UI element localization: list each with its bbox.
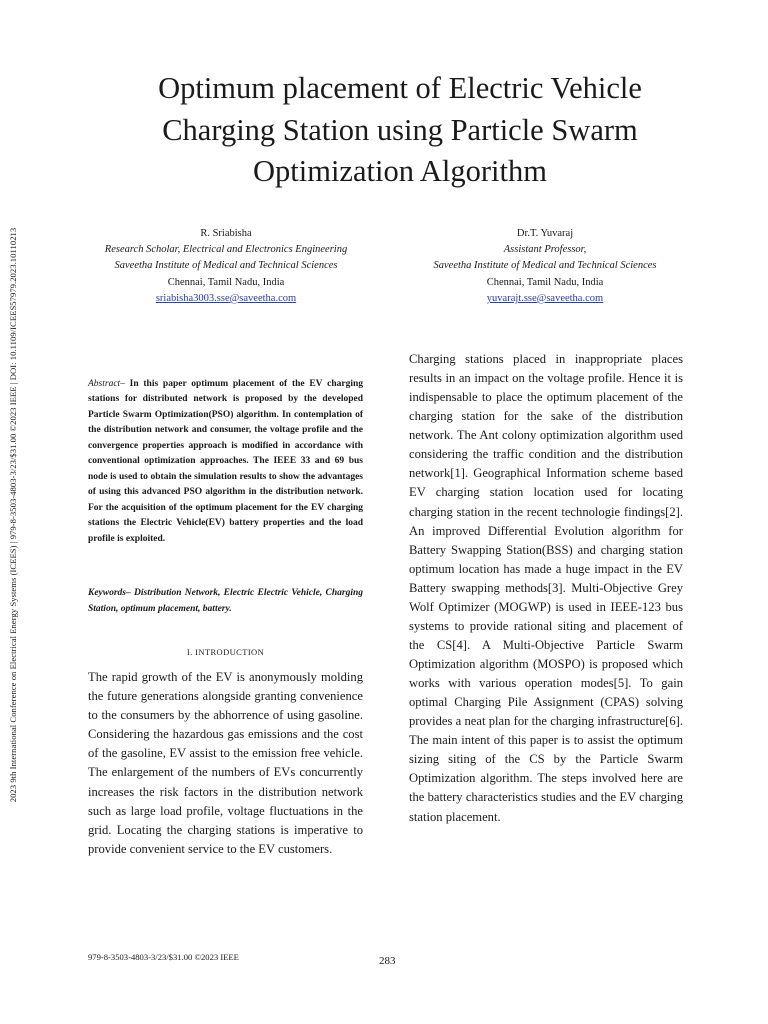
abstract-text: In this paper optimum placement of the EV charging stations for distributed network is proposed by the developed Particle Swarm Optimization(PSO) algorithm. In contemplation of the distribution network and consumer, the voltage profile and the convergence properties approach is modified in accordance with conventional optimization approaches. The IEEE 33 and 69 bus node is used to obtain the simulation results to show the advantages of using this advanced PSO algorithm in the distribution network. For the acquisition of the optimum placement for the EV charging stations the Electric Vehicle(EV) battery properties and the load profile is exploited.: [88, 379, 363, 544]
author-block-1: [76, 226, 376, 307]
author-institution: Saveetha Institute of Medical and Technical Sciences: [433, 260, 657, 272]
author-email-link[interactable]: yuvarajt.sse@saveetha.com: [486, 292, 604, 304]
footer-copyright: 979-8-3503-4803-3/23/$31.00 ©2023 IEEE: [88, 952, 239, 962]
author-role: Research Scholar, Electrical and Electronics Engineering: [104, 244, 348, 256]
page-number: 283: [379, 955, 396, 967]
author-institution: Saveetha Institute of Medical and Technical Sciences: [114, 260, 338, 272]
author-name: Dr.T. Yuvaraj: [516, 228, 574, 239]
title-line: Optimization Algorithm: [253, 154, 547, 188]
author-location: Chennai, Tamil Nadu, India: [486, 276, 604, 288]
doi-side-strip: [5, 170, 21, 860]
intro-paragraph-left: The rapid growth of the EV is anonymously molding the future generations alongside granting convenience to the consumers by the abhorrence of using gasoline. Considering the hazardous gas emissions and the cost of the gasoline, EV assist to the emission free vehicle. The enlargement of the numbers of EVs concurrently increases the risk factors in the distribution network such as large load profile, voltage fluctuations in the grid. Locating the charging stations is imperative to provide convenient service to the EV customers.: [88, 670, 363, 856]
author-location: Chennai, Tamil Nadu, India: [167, 276, 285, 288]
intro-paragraph-right: Charging stations placed in inappropriate places results in an impact on the voltage profile. Hence it is indispensable to place the optimum placement of the charging station for the sake of the distribution network. The Ant colony optimization algorithm used considering the traffic condition and the distribution network[1]. Geographical Information scheme based EV charging station location used for locating charging station in the recent technologie findings[2]. An improved Differential Evolution algorithm for Battery Swapping Station(BSS) and charging station optimum location has made a huge impact in the EV Battery swapping methods[3]. Multi-Objective Grey Wolf Optimizer (MOGWP) is used in IEEE-123 bus systems to provide rational siting and placement of the CS[4]. A Multi-Objective Particle Swarm Optimization algorithm (MOSPO) is proposed which works with various operation modes[5]. To gain optimal Charging Pile Assignment (CPAS) solving provides a neat plan for the charging infrastructure[6]. The main intent of this paper is to assist the optimum sizing siting of the CS by the Particle Swarm Optimization algorithm. The steps involved here are the battery characteristics studies and the EV charging station placement.: [409, 352, 683, 824]
doi-text: 2023 9th International Conference on Electrical Energy Systems (ICEES) | 979-8-3503-4803-3/23/$31.00 ©2023 IEEE | DOI: 10.1109/ICEES57979.2023.10110213: [8, 227, 18, 803]
abstract-lead: Abstract–: [88, 379, 125, 389]
keywords: Keywords– Distribution Network, Electric Electric Vehicle, Charging Station, optimum placement, battery.: [88, 588, 363, 614]
section-heading: I. INTRODUCTION: [186, 647, 265, 657]
title-line: Optimum placement of Electric Vehicle: [158, 71, 642, 105]
author-email-link[interactable]: sriabisha3003.sse@saveetha.com: [155, 292, 297, 304]
title-line: Charging Station using Particle Swarm: [162, 112, 638, 147]
paper-title: [110, 68, 690, 193]
abstract: [88, 377, 363, 547]
author-name: R. Sriabisha: [200, 228, 252, 239]
author-block-2: [395, 226, 695, 307]
author-role: Assistant Professor,: [503, 244, 587, 256]
